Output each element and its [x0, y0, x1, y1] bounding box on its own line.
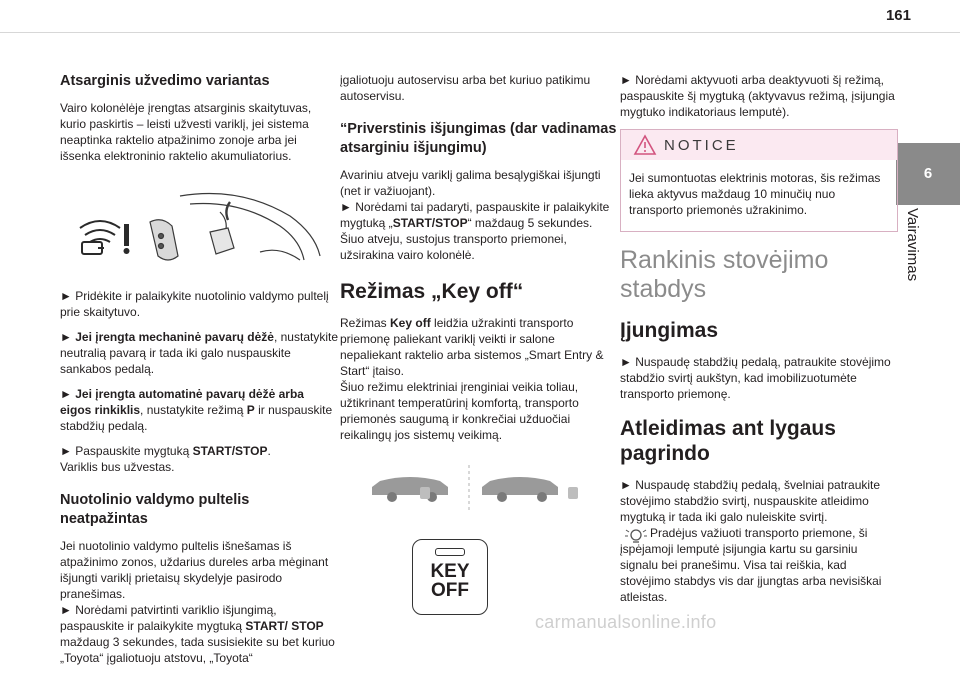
- key-off-indicator: [435, 548, 465, 556]
- warning-mark-dot: [124, 248, 130, 254]
- backup-reader-illustration: [60, 192, 338, 268]
- heading-backup-start: Atsarginis užvedimo variantas: [60, 73, 270, 89]
- bullet: ►: [60, 387, 76, 401]
- key-fob-reader-image: [60, 192, 338, 268]
- notice-text: Jei sumontuotas elektrinis motoras, šis režimas lieka aktyvus maždaug 10 minučių nuo transporto priemonės užrakinimo.: [629, 171, 881, 217]
- warning-mark-bar: [124, 224, 129, 246]
- column-3: [620, 72, 898, 614]
- release-text: ► Nuspaudę stabdžių pedalą, švelniai patraukite stovėjimo stabdžio svirtį, nuspauskite atleidimo mygtuką ir tada iki galo nuleiskite svirtį.: [620, 478, 881, 524]
- step-manual-gearbox: [60, 329, 338, 377]
- forced-step-text-end: “ maždaug 5 sekundes.: [467, 216, 593, 230]
- notice-header: [621, 130, 897, 160]
- manual-gearbox-text: , nustatykite neutralią pavarą ir tada iki galo nuspauskite sankabos pedalą.: [60, 330, 338, 376]
- heading-activation: Įjungimas: [620, 319, 719, 342]
- steering-lock-text: Šiuo atveju, sustojus transporto priemonei, užsirakina vairo kolonėlė.: [340, 232, 567, 262]
- automatic-gearbox-text: , nustatykite režimą: [140, 403, 247, 417]
- heading-key-off: Režimas „Key off“: [340, 280, 524, 303]
- chapter-label: Vairavimas: [904, 208, 921, 282]
- heading-release-level: Atleidimas ant lygaus pagrindo: [620, 417, 836, 465]
- warning-triangle-icon: [633, 134, 657, 156]
- key-off-illustration: [340, 461, 618, 517]
- chapter-tab[interactable]: 6: [896, 143, 960, 205]
- key-off-functions: Šiuo režimu elektriniai įrenginiai veikia toliau, užtikrinant temperatūrinį komfortą, transporto priemonės saugumą ir konkrečiai užduočiai reikalingų jos sistemų veikimą.: [340, 380, 579, 442]
- backup-start-intro: Vairo kolonėlėje įrengtas atsarginis skaitytuvas, kurio paskirtis – leisti užvesti variklį, jei sistema neaptinka raktelio atpažinimo zonoje arba jei išsenka elektroninio raktelio akumuliatorius.: [60, 101, 312, 163]
- step-press-start: [60, 443, 338, 459]
- step-press-start-text: ► Paspauskite mygtuką: [60, 444, 193, 458]
- key-not-detected-icon: [80, 221, 120, 254]
- heading-parking-brake: Rankinis stovėjimo stabdys: [620, 246, 829, 303]
- key-off-description: [340, 315, 618, 379]
- start-stop-label-2: START/ STOP: [245, 619, 324, 633]
- continued-text: įgaliotuoju autoservisu arba bet kuriuo patikimu autoservisu.: [340, 73, 591, 103]
- key-off-label: Key off: [390, 316, 431, 330]
- activate-key-off-text: ► Norėdami aktyvuoti arba deaktyvuoti šį režimą, paspauskite šį mygtuką (aktyvavus režimą, įsijungia mygtuko indikatoriaus lemputė).: [620, 73, 895, 119]
- fob-left-icon: [420, 487, 430, 499]
- top-divider: [0, 32, 960, 33]
- mode-p: P: [246, 403, 255, 417]
- heading-forced-shutdown: “Priverstinis išjungimas (dar vadinamas atsarginiu išjungimu): [340, 121, 617, 156]
- steering-column-sketch: [150, 194, 320, 261]
- confirm-text-end: maždaug 3 sekundes, tada susisiekite su bet kuriuo „Toyota“ įgaliotuoju atstovu, „Toyota“: [60, 635, 335, 665]
- start-stop-label: START/STOP: [192, 444, 268, 458]
- step-hold-remote: ► Pridėkite ir palaikykite nuotolinio valdymo pultelį prie skaitytuvo.: [60, 289, 329, 319]
- car-left-icon: [372, 477, 448, 502]
- notice-title: NOTICE: [664, 137, 739, 154]
- step-automatic-gearbox: [60, 386, 338, 434]
- start-stop-label-3: START/STOP: [392, 216, 468, 230]
- light-bulb-icon: [624, 527, 648, 545]
- key-off-text: Režimas: [340, 316, 391, 330]
- forced-shutdown-step: [340, 199, 618, 231]
- manual-gearbox-label: Jei įrengta mechaninė pavarų dėžė: [75, 330, 274, 344]
- column-1: [60, 72, 338, 675]
- period: .: [267, 444, 271, 458]
- column-2: [340, 72, 618, 615]
- fob-right-icon: [568, 487, 578, 499]
- off-label: OFF: [431, 580, 469, 601]
- remote-not-detected-text: Jei nuotolinio valdymo pultelis išnešamas iš atpažinimo zonos, uždarius dureles arba mėginant išjungti variklį prietaisų skydelyje pasirodo pranešimas.: [60, 539, 329, 601]
- notice-box: [620, 129, 898, 232]
- engine-started: Variklis bus užvestas.: [60, 460, 175, 474]
- warning-lamp-note: [620, 525, 898, 605]
- car-right-icon: [482, 477, 558, 502]
- confirm-text: ► Norėdami patvirtinti variklio išjungimą, paspauskite ir palaikykite mygtuką: [60, 603, 277, 633]
- forced-step-text: ► Norėdami tai padaryti, paspauskite ir palaikykite mygtuką „: [340, 200, 610, 230]
- bullet: ►: [60, 330, 76, 344]
- automatic-gearbox-text-end: ir nuspauskite stabdžių pedalą.: [60, 403, 333, 433]
- key-off-button[interactable]: [412, 539, 488, 615]
- key-off-text-end: leidžia užrakinti transporto priemonę paliekant variklį veikti ir salone nepaliekant raktelio arba sistemos „Smart Entry & Start“ įtaiso.: [340, 316, 604, 378]
- key-label: KEY: [430, 561, 470, 582]
- notice-body: [621, 160, 897, 231]
- car-lock-graphic: [340, 461, 618, 517]
- heading-remote-not-detected: Nuotolinio valdymo pultelis neatpažintas: [60, 492, 250, 527]
- watermark: carmanualsonline.info: [535, 612, 717, 632]
- warning-lamp-text: Pradėjus važiuoti transporto priemone, ši įspėjamoji lemputė įsijungia kartu su garsiniu signalu bei pranešimu. Visa tai reiškia, kad stovėjimo stabdys vis dar įjungtas arba nevisiškai atleistas.: [620, 526, 882, 604]
- confirm-engine-off: [60, 602, 338, 666]
- key-off-button-text: [413, 562, 487, 600]
- automatic-gearbox-label: Jei įrengta automatinė pavarų dėžė arba eigos rinkiklis: [60, 387, 304, 417]
- forced-shutdown-text: Avariniu atveju variklį galima besąlygiškai išjungti (net ir važiuojant).: [340, 168, 601, 198]
- activation-text: ► Nuspaudę stabdžių pedalą, patraukite stovėjimo stabdžio svirtį aukštyn, kad imobilizuotumėte transporto priemonę.: [620, 355, 891, 401]
- page-number: 161: [885, 7, 911, 24]
